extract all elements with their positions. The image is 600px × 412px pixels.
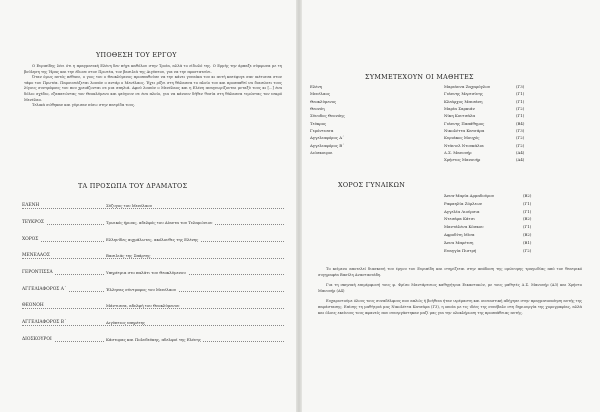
role-description: Μάντισσα, αδελφή του Θεοκλύμενου — [106, 303, 180, 309]
chorus-row — [444, 232, 574, 240]
chorus-class: (Γ1) — [523, 200, 532, 206]
role-name: ΜΕΝΕΛΑΟΣ — [22, 253, 50, 259]
chorus-list — [444, 193, 574, 255]
cast-class: (Γ3) — [516, 128, 525, 134]
cast-actor: Κλεάρχος Μπισάνη — [444, 98, 483, 104]
cast-actor: Κυριάκος Μουχός — [444, 135, 480, 141]
chorus-member: Ραφαηλία Ζόρλεων — [444, 200, 483, 206]
chorus-member: Αγγελία Λιούρσια — [444, 208, 480, 214]
role-row — [22, 296, 284, 313]
credits-paragraph: Ευχαριστούμε όλους τους συναδέλφους που απλώς ή βοήθεια ήταν ιερέμαστη και ουσιαστική αδήγησε στην πραγματοποίηση αυτής της παράστασης. Επίσης τη μαθήτριά μας Νικολέττα Κατσάρα (Γ3), η οποία με τις ιδέες της συνέβαλε στη δημιουργία της χορογραφίας, αλλά και όλους εκείνους τους αφανείς που συνεργάστηκαν μαζί μας για την ολοκλήρωση της προσπάθειας αυτής. — [318, 299, 582, 315]
cast-row — [310, 99, 580, 106]
role-name: ΑΓΓΕΛΙΑΦΟΡΟΣ Β΄ — [22, 320, 67, 325]
role-name: ΑΓΓΕΛΙΑΦΟΡΟΣ Α΄ — [22, 286, 67, 292]
role-name: ΕΛΕΝΗ — [22, 203, 40, 209]
cast-actor: Ντάνιελ Ντουκάλια — [444, 142, 484, 148]
credits-text — [318, 267, 582, 316]
left-page — [0, 0, 296, 412]
cast-class: (Α4) — [516, 157, 525, 163]
role-row — [22, 330, 284, 347]
chorus-row — [444, 216, 574, 224]
role-description: Αιγύπτιος υπηρέτης — [106, 320, 146, 325]
role-row — [22, 196, 284, 213]
role-description: Βασιλιάς της Σπάρτης — [106, 253, 151, 259]
chorus-member: Ντεσάρα Κάτσι — [444, 216, 475, 222]
cast-actor: Νικολέττα Κατσάρα — [444, 128, 485, 134]
cast-list — [310, 84, 580, 165]
cast-row — [310, 157, 580, 164]
cast-class: (Γ2) — [516, 106, 525, 112]
cast-role: Ελένη — [310, 84, 323, 89]
role-row — [22, 213, 284, 230]
cast-role: Μενέλαος — [310, 91, 330, 97]
cast-row — [310, 128, 580, 135]
chorus-class: (Γ2) — [523, 247, 532, 253]
cast-role: Τεύκρος — [310, 120, 327, 126]
role-name: ΧΟΡΟΣ — [22, 236, 39, 242]
cast-actor: Μαρία Σαρκιάν — [444, 106, 475, 112]
cast-role: Αγγελιαφόρος Β΄ — [310, 142, 345, 148]
role-description: Υπηρέτρια στο παλάτι του Θεοκλύμενου — [106, 269, 186, 275]
cast-row — [310, 91, 580, 98]
chorus-class: (Β2) — [523, 216, 532, 222]
role-row — [22, 229, 284, 246]
chorus-row — [444, 193, 574, 201]
cast-actor: Νίκη Κουτσάλα — [444, 113, 476, 119]
role-name: ΤΕΥΚΡΟΣ — [22, 219, 44, 225]
chorus-class: (Γ1) — [523, 208, 532, 214]
chorus-row — [444, 224, 574, 232]
right-page — [302, 0, 600, 412]
chorus-class: (Β1) — [523, 239, 532, 245]
cast-class: (Α4) — [516, 150, 525, 156]
role-name: ΓΕΡΟΝΤΙΣΣΑ — [22, 269, 53, 275]
cast-class: (Γ1) — [516, 98, 525, 104]
role-description: Σύζυγος του Μενέλαου — [106, 203, 152, 209]
cast-role: Θεοκλύμενος — [310, 98, 337, 104]
role-row — [22, 279, 284, 296]
cast-actor: Μαριάννα Ζαχαρόγλου — [444, 84, 491, 89]
chorus-member: Άννα-Μαρία Αρμαδούρου — [444, 193, 495, 198]
credits-paragraph: Για τη σκηνική επιμέρφωσή τους φ. Φρίσο Μαντάρτσιος καθηγήτρια Εικαστικών, με τους μαθητές Δ.Σ. Μανουήρ (Α3) και Χρήστο Μανουήρ (Α4) — [318, 283, 582, 293]
chorus-class: (Γ1) — [523, 224, 532, 230]
cast-class: (Γ2) — [516, 142, 525, 148]
plot-paragraph: Τελικά σώθηκαν και γύρισαν πίσω στην πατρίδα τους. — [32, 103, 136, 108]
chorus-row — [444, 248, 574, 256]
role-name: ΔΙΟΣΚΟΥΡΟΙ — [22, 336, 52, 342]
role-row — [22, 263, 284, 280]
chorus-member: Άννα Μπρέτση — [444, 239, 474, 245]
cast-role: Γερόντισσα — [310, 128, 334, 134]
role-description: Ελληνίδες αιχμάλωτες, ακόλουθες της Ελένης — [106, 236, 199, 242]
cast-actor: Δ.Σ. Μανουήρ — [444, 150, 472, 156]
role-name: ΘΕΟΝΟΗ — [22, 303, 44, 309]
cast-class: (Γ3) — [516, 84, 525, 89]
role-description: Τρωικός ήρωας, αδελφός του Αίαντα του Τελαμώνιου — [106, 219, 213, 225]
chorus-member: Μαντάλένα Κόσκου — [444, 224, 484, 230]
role-description: Κάστορας και Πολυδεύκης, αδελφοί της Ελένης — [106, 336, 201, 342]
roles-heading: ΤΑ ΠΡΟΣΩΠΑ ΤΟΥ ΔΡΑΜΑΤΟΣ — [78, 182, 188, 190]
cast-row — [310, 84, 580, 91]
cast-class: (Γ1) — [516, 113, 525, 119]
chorus-heading: ΧΟΡΟΣ ΓΥΝΑΙΚΩΝ — [338, 181, 406, 189]
roles-table — [22, 196, 284, 346]
credits-paragraph: Το κείμενο αποτελεί διασκευή του έργου του Ευριπίδη και στηρίζεται στην απόδοση της ομώνυμης τραγωδίας από τον θεατρικό συγγραφέα Βασίλη Αναστασιάδη. — [318, 267, 582, 277]
cast-row — [310, 143, 580, 150]
cast-actor: Γιάννης Μερτσίνης — [444, 91, 483, 97]
role-row — [22, 313, 284, 330]
cast-row — [310, 121, 580, 128]
role-description: Έλληνας σύντροφος του Μενέλαου — [106, 286, 177, 292]
chorus-class: (Β2) — [523, 231, 532, 237]
cast-role: Σύνοδος Θεονόης — [310, 113, 345, 119]
chorus-member: Ευαγγία Πιστρή — [444, 247, 477, 253]
cast-row — [310, 113, 580, 120]
chorus-member: Αφροδίτη Μίσα — [444, 231, 475, 237]
cast-row — [310, 150, 580, 157]
plot-paragraph: Ο Ευριπίδης λέει ότι η πραγματική Ελένη δεν πήγε καθόλου στην Τροία, αλλά το είδωλό της. Ο Ερμής την άρπαξε σύμφωνα με τη βούληση της Ήρας και την έδωσε στον Πρωτέα, τον βασιλιά της Αιγύπτου, για να την προστατεύει. — [24, 64, 282, 74]
cast-heading: ΣΥΜΜΕΤΕΧΟΥΝ ΟΙ ΜΑΘΗΤΕΣ — [365, 73, 474, 81]
cast-actor: Χρήστος Μανουήρ — [444, 157, 481, 163]
cast-role: Διόσκουροι — [310, 150, 333, 156]
plot-text — [24, 64, 282, 109]
cast-row — [310, 135, 580, 142]
cast-class: (Γ1) — [516, 91, 525, 97]
cast-actor: Γιάννης Παπάθημος — [444, 120, 485, 126]
chorus-row — [444, 240, 574, 248]
cast-class: (Γ2) — [516, 135, 525, 141]
role-row — [22, 246, 284, 263]
plot-heading: ΥΠΟΘΕΣΗ ΤΟΥ ΕΡΓΟΥ — [96, 51, 177, 59]
chorus-class: (Β2) — [523, 193, 532, 198]
chorus-row — [444, 209, 574, 217]
chorus-row — [444, 201, 574, 209]
cast-role: Θεονόη — [310, 106, 325, 112]
cast-row — [310, 106, 580, 113]
plot-paragraph: Όταν όμως αυτός πέθανε, ο γιος του ο Θεοκλύμενος προσπαθούσε να την κάνει γυναίκα του κι αυτή κατέφυγε σαν ικέτισσα στον τάφο του Πρωτέα. Παρουσιάζεται λοιπόν ο αντάρ ο Μενέλαος. Έχει ρίξει στη θάλασσα το πλοίο του και προσπαθεί να διασώσει τους λίγους συντρόφους του που χρειάζονται σε μια σπηλιά. Αφού λοιπόν ο Μενέλαος και η Ελένη αναγνωρίζονται μεταξύ τους κι [...] ένα δόλιο σχέδιο, εξαπατώντας τον Θεοκλύμενο και φεύγουν σε ένα πλοίο, για να κάνουν δήθεν θυσία στη θάλασσα τιμώντας τον νεκρό Μενέλαο. — [24, 75, 282, 102]
cast-role: Αγγελιαφόρος Α΄ — [310, 135, 344, 141]
cast-class: (Β4) — [516, 120, 525, 126]
